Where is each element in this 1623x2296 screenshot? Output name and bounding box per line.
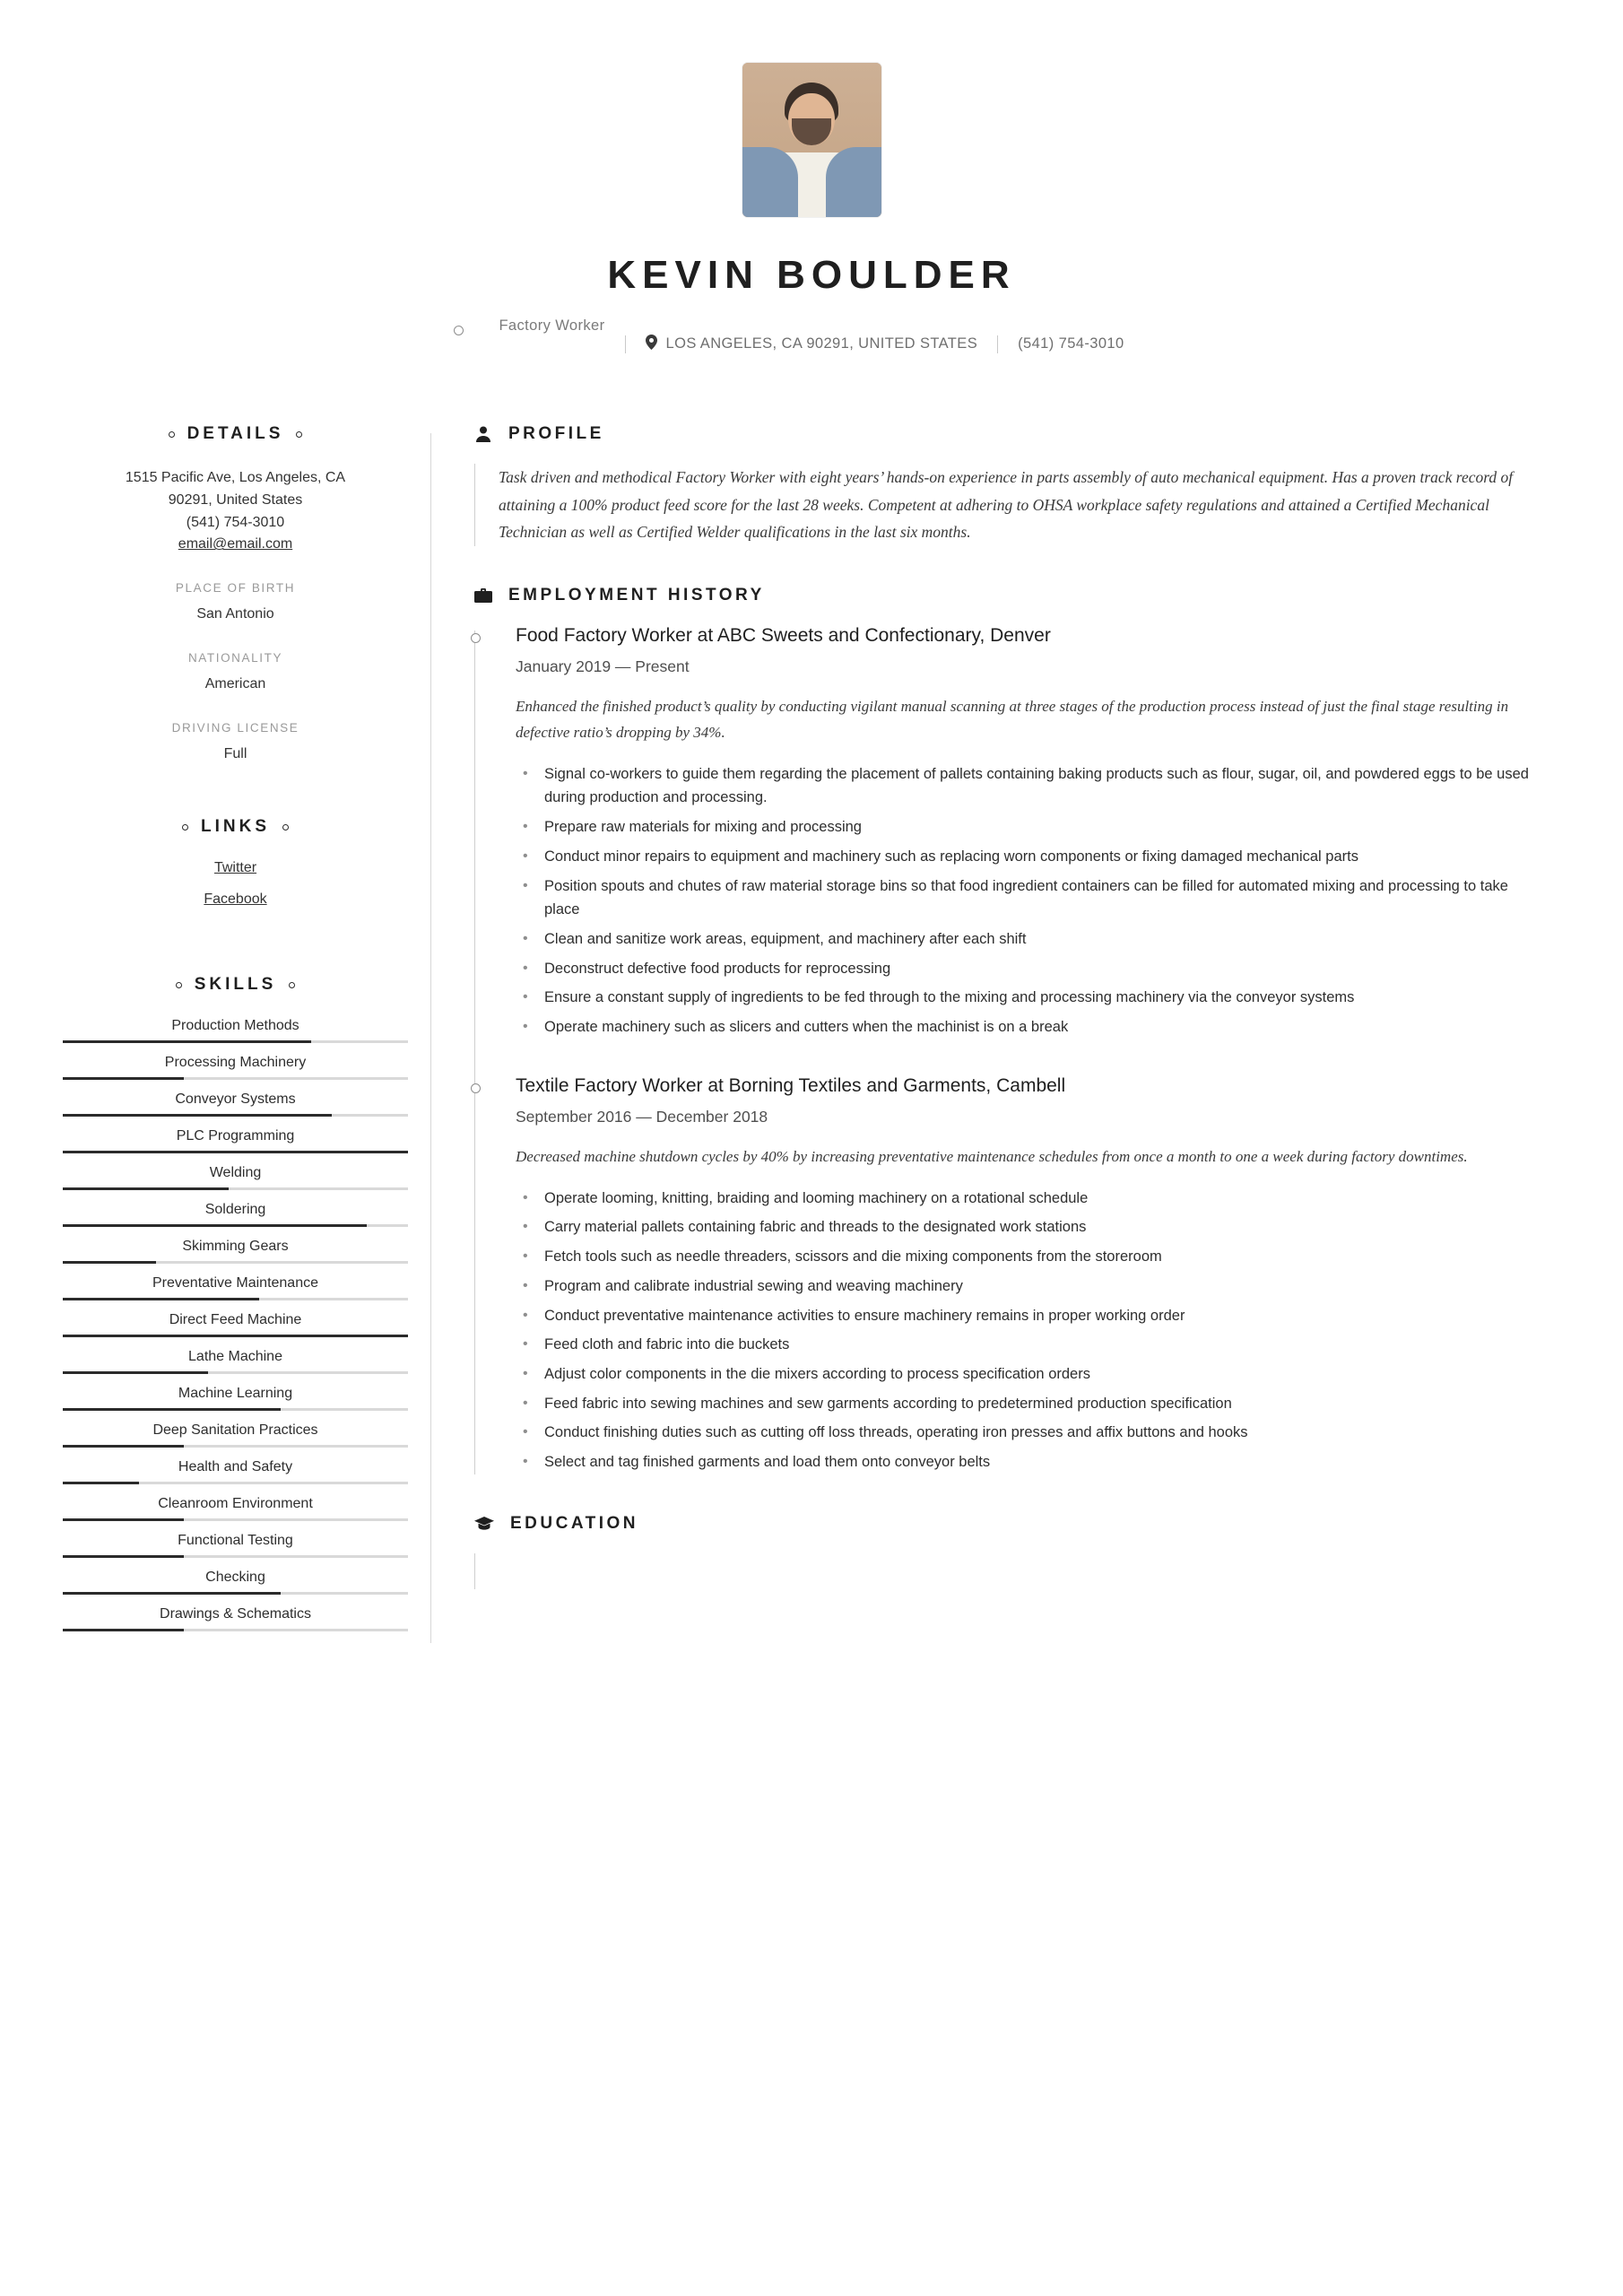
graduation-cap-icon [474, 1516, 494, 1531]
driving-license-value: Full [223, 745, 247, 761]
skill-label: PLC Programming [176, 1128, 295, 1144]
list-item: • Program and calibrate industrial sewing and weaving machinery [541, 1274, 1547, 1299]
skill-label: Deep Sanitation Practices [152, 1422, 318, 1439]
list-item: • Feed fabric into sewing machines and sew garments according to predetermined production specification [541, 1392, 1547, 1416]
skill-level-bar [63, 1335, 408, 1337]
place-of-birth-value: San Antonio [196, 606, 274, 622]
skill-level-bar [63, 1518, 408, 1521]
skills-list [63, 1018, 408, 1631]
links-list [63, 860, 408, 908]
skill-item [63, 1386, 408, 1411]
circle-bullet-icon [296, 431, 302, 438]
circle-bullet-icon [182, 824, 188, 831]
section-heading-label: EMPLOYMENT HISTORY [508, 585, 765, 604]
link-item-twitter[interactable]: Twitter [213, 860, 257, 876]
address-line-2: 90291, United States [168, 491, 303, 508]
skill-label: Welding [209, 1165, 262, 1181]
skill-item [63, 1459, 408, 1484]
employment-summary: Decreased machine shutdown cycles by 40% by increasing preventative maintenance schedules from once a month to one a week during factory downtimes. [516, 1147, 1468, 1165]
list-item: • Signal co-workers to guide them regarding the placement of pallets containing baking products such as flour, sugar, oil, and powdered eggs to be used during production and processing. [541, 762, 1547, 810]
skill-level-bar [63, 1114, 408, 1117]
employment-title: Food Factory Worker at ABC Sweets and Confectionary, Denver [516, 624, 1051, 646]
skill-label: Machine Learning [178, 1386, 293, 1402]
divider [625, 335, 626, 353]
skill-item [63, 1533, 408, 1558]
skill-label: Processing Machinery [164, 1055, 307, 1071]
employment-summary: Enhanced the finished product’s quality by conducting vigilant manual scanning at three stages of the production process instead of just the final stage resulting in defective ratio’s dropping by 34%. [516, 697, 1509, 741]
circle-bullet-icon [169, 431, 175, 438]
main-content [431, 424, 1547, 1643]
section-heading-employment [474, 586, 1547, 605]
skill-item [63, 1202, 408, 1227]
list-item: • Operate machinery such as slicers and cutters when the machinist is on a break [541, 1015, 1547, 1039]
details-phone: (541) 754-3010 [186, 514, 285, 530]
sidebar-heading-details [63, 424, 408, 444]
list-item: • Feed cloth and fabric into die buckets [541, 1333, 1547, 1357]
skill-level-bar [63, 1555, 408, 1558]
employment-timeline [474, 625, 1547, 1474]
list-item: • Clean and sanitize work areas, equipment, and machinery after each shift [541, 927, 1547, 952]
skill-level-bar [63, 1151, 408, 1153]
section-heading-education [474, 1514, 1547, 1534]
employment-entry [516, 625, 1547, 1039]
sidebar-heading-label: SKILLS [194, 975, 277, 995]
circle-bullet-icon [282, 824, 289, 831]
skill-item [63, 1349, 408, 1374]
employment-title: Textile Factory Worker at Borning Textiles and Garments, Cambell [516, 1074, 1066, 1096]
circle-bullet-icon [289, 982, 295, 988]
skill-level-bar [63, 1629, 408, 1631]
employment-entry [516, 1075, 1547, 1474]
section-profile [474, 424, 1547, 546]
details-email-link[interactable]: email@email.com [178, 536, 293, 552]
skill-level-bar [63, 1224, 408, 1227]
list-item: • Operate looming, knitting, braiding and looming machinery on a rotational schedule [541, 1187, 1547, 1211]
header-phone: (541) 754-3010 [1018, 335, 1124, 352]
resume-body [0, 424, 1623, 1643]
skill-label: Preventative Maintenance [152, 1275, 318, 1292]
skill-item [63, 1496, 408, 1521]
skill-level-bar [63, 1445, 408, 1448]
link-item-facebook[interactable]: Facebook [204, 891, 267, 908]
header-job-title: Factory Worker [499, 317, 605, 334]
skill-label: Checking [205, 1570, 265, 1586]
skill-level-bar [63, 1261, 408, 1264]
sidebar-heading-label: DETAILS [187, 424, 284, 443]
sidebar-heading-links [63, 817, 408, 837]
education-timeline-stub [474, 1553, 1547, 1589]
skill-level-bar [63, 1298, 408, 1300]
location-pin-icon [646, 335, 657, 353]
list-item: • Carry material pallets containing fabric and threads to the designated work stations [541, 1215, 1547, 1239]
list-item: • Conduct minor repairs to equipment and machinery such as replacing worn components or fixing damaged mechanical parts [541, 845, 1547, 869]
header-contact-line [0, 317, 1623, 370]
list-item: • Prepare raw materials for mixing and processing [541, 815, 1547, 839]
employment-date-range: September 2016 — December 2018 [516, 1107, 768, 1126]
skill-label: Direct Feed Machine [169, 1312, 302, 1328]
skill-label: Functional Testing [178, 1533, 293, 1549]
section-heading-label: PROFILE [508, 424, 604, 443]
list-item: • Conduct preventative maintenance activities to ensure machinery remains in proper working order [541, 1304, 1547, 1328]
employment-date-range: January 2019 — Present [516, 657, 690, 675]
skill-item [63, 1606, 408, 1631]
resume-header [0, 0, 1623, 370]
skill-label: Soldering [204, 1202, 266, 1218]
skill-item [63, 1312, 408, 1337]
skill-level-bar [63, 1482, 408, 1484]
profile-text: Task driven and methodical Factory Worker with eight years’ hands-on experience in parts assembly of auto mechanical equipment. Has a proven track record of attaining a 100% product feed score for the last 28 weeks. Competent at adhering to OHSA workplace safety regulations and attained a Certified Mechanical Technician as well as Certified Welder qualifications in the last six months. [499, 468, 1514, 542]
nationality-label: NATIONALITY [187, 650, 283, 665]
avatar [742, 63, 881, 217]
section-education [474, 1514, 1547, 1589]
skill-label: Cleanroom Environment [158, 1496, 313, 1512]
place-of-birth-label: PLACE OF BIRTH [175, 581, 296, 596]
page-title: KEVIN BOULDER [607, 253, 1016, 297]
sidebar-heading-skills [63, 975, 408, 995]
skill-item [63, 1055, 408, 1080]
skill-level-bar [63, 1040, 408, 1043]
details-block [63, 467, 408, 765]
skill-item [63, 1422, 408, 1448]
employment-bullet-list [516, 762, 1547, 1039]
skill-label: Drawings & Schematics [160, 1606, 311, 1622]
divider [997, 335, 998, 353]
list-item: • Adjust color components in the die mixers according to process specification orders [541, 1362, 1547, 1387]
briefcase-icon [474, 587, 492, 604]
list-item: • Ensure a constant supply of ingredients to be fed through to the mixing and processing machinery via the conveyor systems [541, 986, 1547, 1010]
nationality-value: American [204, 675, 266, 691]
section-employment-history [474, 586, 1547, 1474]
skill-item [63, 1091, 408, 1117]
skill-label: Conveyor Systems [175, 1091, 296, 1108]
skill-level-bar [63, 1187, 408, 1190]
skill-item [63, 1165, 408, 1190]
profile-rule [474, 464, 475, 546]
skill-label: Production Methods [171, 1018, 299, 1034]
driving-license-label: DRIVING LICENSE [171, 720, 299, 735]
list-item: • Conduct finishing duties such as cutting off loss threads, operating iron presses and affix buttons and hooks [541, 1421, 1547, 1445]
sidebar [63, 424, 430, 1643]
skill-label: Lathe Machine [188, 1349, 282, 1365]
person-icon [474, 425, 492, 443]
skill-item [63, 1018, 408, 1043]
list-item: • Select and tag finished garments and load them onto conveyor belts [541, 1450, 1547, 1474]
sidebar-heading-label: LINKS [201, 817, 270, 837]
header-location: LOS ANGELES, CA 90291, UNITED STATES [665, 335, 978, 352]
circle-bullet-icon [176, 982, 182, 988]
skill-level-bar [63, 1371, 408, 1374]
skill-label: Skimming Gears [182, 1239, 289, 1255]
skill-label: Health and Safety [178, 1459, 293, 1475]
section-heading-profile [474, 424, 1547, 444]
skill-item [63, 1570, 408, 1595]
address-line-1: 1515 Pacific Ave, Los Angeles, CA [125, 470, 346, 485]
skill-level-bar [63, 1077, 408, 1080]
employment-bullet-list [516, 1187, 1547, 1474]
section-heading-label: EDUCATION [510, 1513, 639, 1533]
list-item: • Deconstruct defective food products for reprocessing [541, 957, 1547, 981]
skill-item [63, 1239, 408, 1264]
skill-item [63, 1275, 408, 1300]
skill-level-bar [63, 1408, 408, 1411]
list-item: • Position spouts and chutes of raw material storage bins so that food ingredient containers can be filled for automated mixing and processing to take place [541, 874, 1547, 922]
skill-level-bar [63, 1592, 408, 1595]
list-item: • Fetch tools such as needle threaders, scissors and die mixing components from the storeroom [541, 1245, 1547, 1269]
skill-item [63, 1128, 408, 1153]
